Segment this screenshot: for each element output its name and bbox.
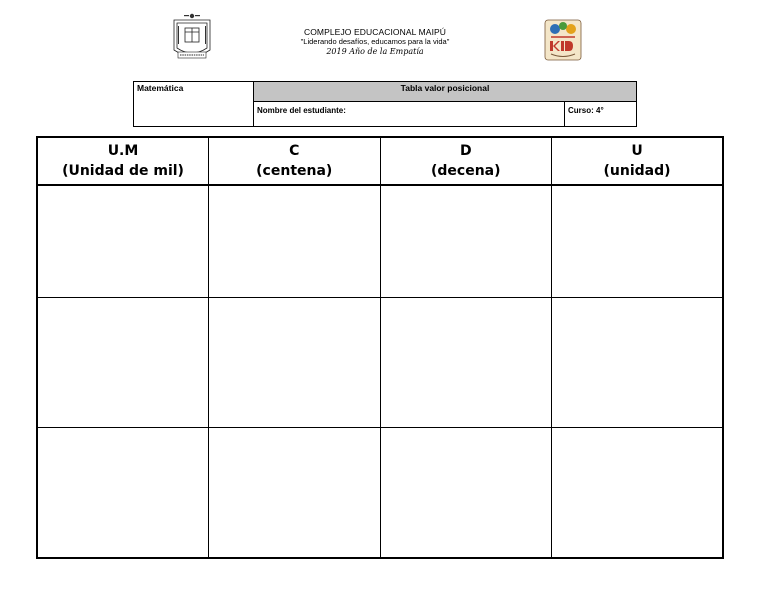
- table-cell[interactable]: [209, 428, 381, 558]
- column-abbr: U: [631, 143, 643, 159]
- column-name: (decena): [430, 163, 501, 179]
- info-table: [133, 81, 637, 127]
- school-crest-logo: [170, 12, 214, 64]
- subject-cell: Matemática: [134, 82, 254, 126]
- column-name: (Unidad de mil): [62, 163, 184, 179]
- column-abbr: C: [289, 143, 300, 159]
- table-cell[interactable]: [380, 428, 552, 558]
- table-row: [37, 185, 723, 297]
- table-row: [37, 428, 723, 558]
- table-cell[interactable]: [380, 185, 552, 297]
- column-abbr: D: [459, 143, 472, 159]
- column-abbr: U.M: [107, 143, 139, 159]
- year-line: 2019 Año de la Empatía: [326, 47, 424, 56]
- column-name: (centena): [256, 163, 333, 179]
- table-cell[interactable]: [37, 297, 209, 427]
- table-cell[interactable]: [37, 428, 209, 558]
- course-field: Curso: 4°: [568, 106, 604, 115]
- column-header-thousands: [37, 137, 209, 185]
- school-header: [220, 27, 530, 57]
- table-cell[interactable]: [552, 297, 724, 427]
- table-cell[interactable]: [209, 297, 381, 427]
- student-name-field[interactable]: Nombre del estudiante:: [254, 102, 565, 126]
- column-header-units: [552, 137, 724, 185]
- table-cell[interactable]: [380, 297, 552, 427]
- place-value-table: [36, 136, 724, 559]
- table-cell[interactable]: [209, 185, 381, 297]
- column-header-tens: [380, 137, 552, 185]
- table-cell[interactable]: [552, 185, 724, 297]
- table-row: [37, 297, 723, 427]
- column-header-hundreds: [209, 137, 381, 185]
- table-cell[interactable]: [37, 185, 209, 297]
- kids-logo: [543, 17, 583, 63]
- worksheet-title: Tabla valor posicional: [254, 82, 636, 102]
- table-cell[interactable]: [552, 428, 724, 558]
- column-name: (unidad): [603, 163, 671, 179]
- school-motto: "Liderando desafíos, educamos para la vida": [300, 37, 450, 46]
- school-name: COMPLEJO EDUCACIONAL MAIPÚ: [303, 27, 447, 37]
- table-header-row: [37, 137, 723, 185]
